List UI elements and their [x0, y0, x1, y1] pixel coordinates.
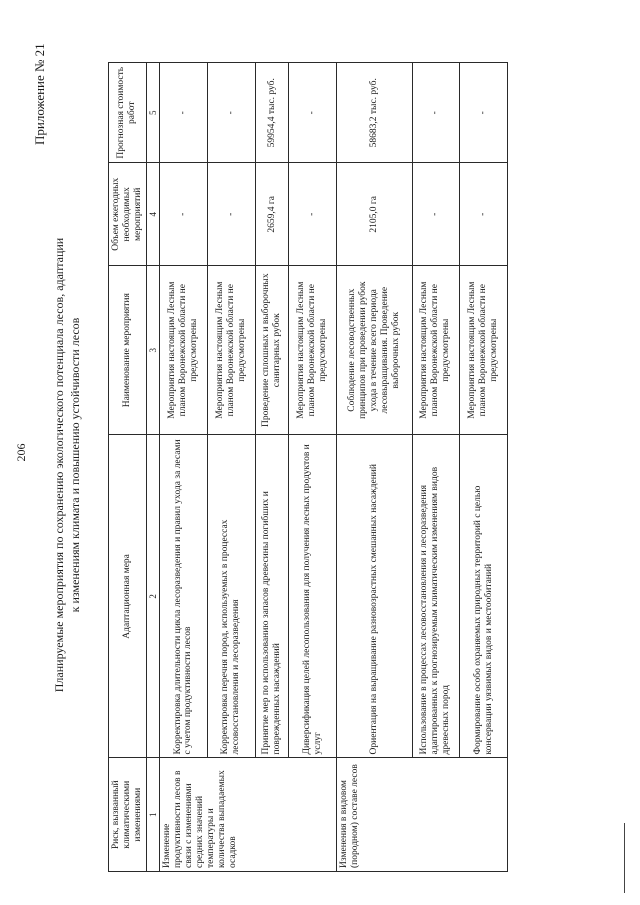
- volume-cell: -: [460, 163, 508, 266]
- cost-cell: -: [412, 63, 460, 163]
- measure-cell: Принятие мер по использованию запасов древесины погибших и поврежденных насаждений: [255, 435, 289, 758]
- activity-cell: Мероприятия настоящим Лесным планом Воронежской области не предусмотрены: [160, 266, 208, 435]
- activity-cell: Мероприятия настоящим Лесным планом Воронежской области не предусмотрены: [289, 266, 337, 435]
- measure-cell: Формирование особо охраняемых природных территорий с целью консервации уязвимых видов и местообитаний: [460, 435, 508, 758]
- volume-cell: -: [412, 163, 460, 266]
- cost-cell: 59954,4 тыс. руб.: [255, 63, 289, 163]
- activity-cell: Проведение сплошных и выборочных санитарных рубок: [255, 266, 289, 435]
- table-header-row: [109, 63, 147, 872]
- cost-cell: -: [289, 63, 337, 163]
- header-activity-name: Наименование мероприятия: [109, 266, 147, 435]
- column-number: 1: [146, 758, 159, 872]
- column-number-row: [146, 63, 159, 872]
- document-title-line-2: к изменениям климата и повышению устойчивости лесов: [67, 317, 82, 613]
- measure-cell: Ориентация на выращивание разновозрастных смешанных насаждений: [337, 435, 412, 758]
- table-row: [255, 63, 289, 872]
- header-risk: Риск, вызванный климатическими изменениями: [109, 758, 147, 872]
- volume-cell: -: [289, 163, 337, 266]
- table-row: [160, 63, 208, 872]
- footer-divider: [624, 823, 625, 893]
- table-row: [289, 63, 337, 872]
- table-row: [412, 63, 460, 872]
- measures-table-container: [108, 62, 508, 872]
- measure-cell: Корректировка перечня пород, используемых в процессах лесовосстановления и лесоразведения: [207, 435, 255, 758]
- measures-table: [108, 62, 508, 872]
- activity-cell: Мероприятия настоящим Лесным планом Воронежской области не предусмотрены: [412, 266, 460, 435]
- activity-cell: Мероприятия настоящим Лесным планом Воронежской области не предусмотрены: [460, 266, 508, 435]
- activity-cell: Соблюдение лесоводственных принципов при проведении рубок ухода в течение всего периода лесовыращивания. Проведение выборочных рубок: [337, 266, 412, 435]
- cost-cell: -: [207, 63, 255, 163]
- volume-cell: -: [207, 163, 255, 266]
- volume-cell: 2659,4 га: [255, 163, 289, 266]
- header-adaptation-measure: Адаптационная мера: [109, 435, 147, 758]
- volume-cell: 2105,0 га: [337, 163, 412, 266]
- measure-cell: Диверсификация целей лесопользования для получения лесных продуктов и услуг: [289, 435, 337, 758]
- page-number: 206: [14, 443, 28, 462]
- risk-cell: Изменения в видовом (породном) составе лесов: [337, 758, 508, 872]
- cost-cell: -: [160, 63, 208, 163]
- volume-cell: -: [160, 163, 208, 266]
- activity-cell: Мероприятия настоящим Лесным планом Воронежской области не предусмотрены: [207, 266, 255, 435]
- header-forecast-cost: Прогнозная стоимость работ: [109, 63, 147, 163]
- document-title-line-1: Планируемые мероприятия по сохранению экологического потенциала лесов, адаптации: [52, 237, 66, 693]
- column-number: 2: [146, 435, 159, 758]
- column-number: 5: [146, 63, 159, 163]
- appendix-label: Приложение № 21: [32, 43, 47, 145]
- risk-cell: Изменение продуктивности лесов в связи с изменениями средних значений температуры и количества выпадаемых осадков: [160, 758, 337, 872]
- column-number: 3: [146, 266, 159, 435]
- cost-cell: 58683,2 тыс. руб.: [337, 63, 412, 163]
- column-number: 4: [146, 163, 159, 266]
- measure-cell: Корректировка длительности цикла лесоразведения и правил ухода за лесами с учетом продуктивности лесов: [160, 435, 208, 758]
- header-annual-volume: Объем ежегодных необходимых мероприятий: [109, 163, 147, 266]
- cost-cell: -: [460, 63, 508, 163]
- table-row: [460, 63, 508, 872]
- table-row: [337, 63, 412, 872]
- document-title: [52, 145, 83, 785]
- measure-cell: Использование в процессах лесовосстановления и лесоразведения адаптированных к прогнозируемым климатическим изменениям видов древесных пород: [412, 435, 460, 758]
- table-row: [207, 63, 255, 872]
